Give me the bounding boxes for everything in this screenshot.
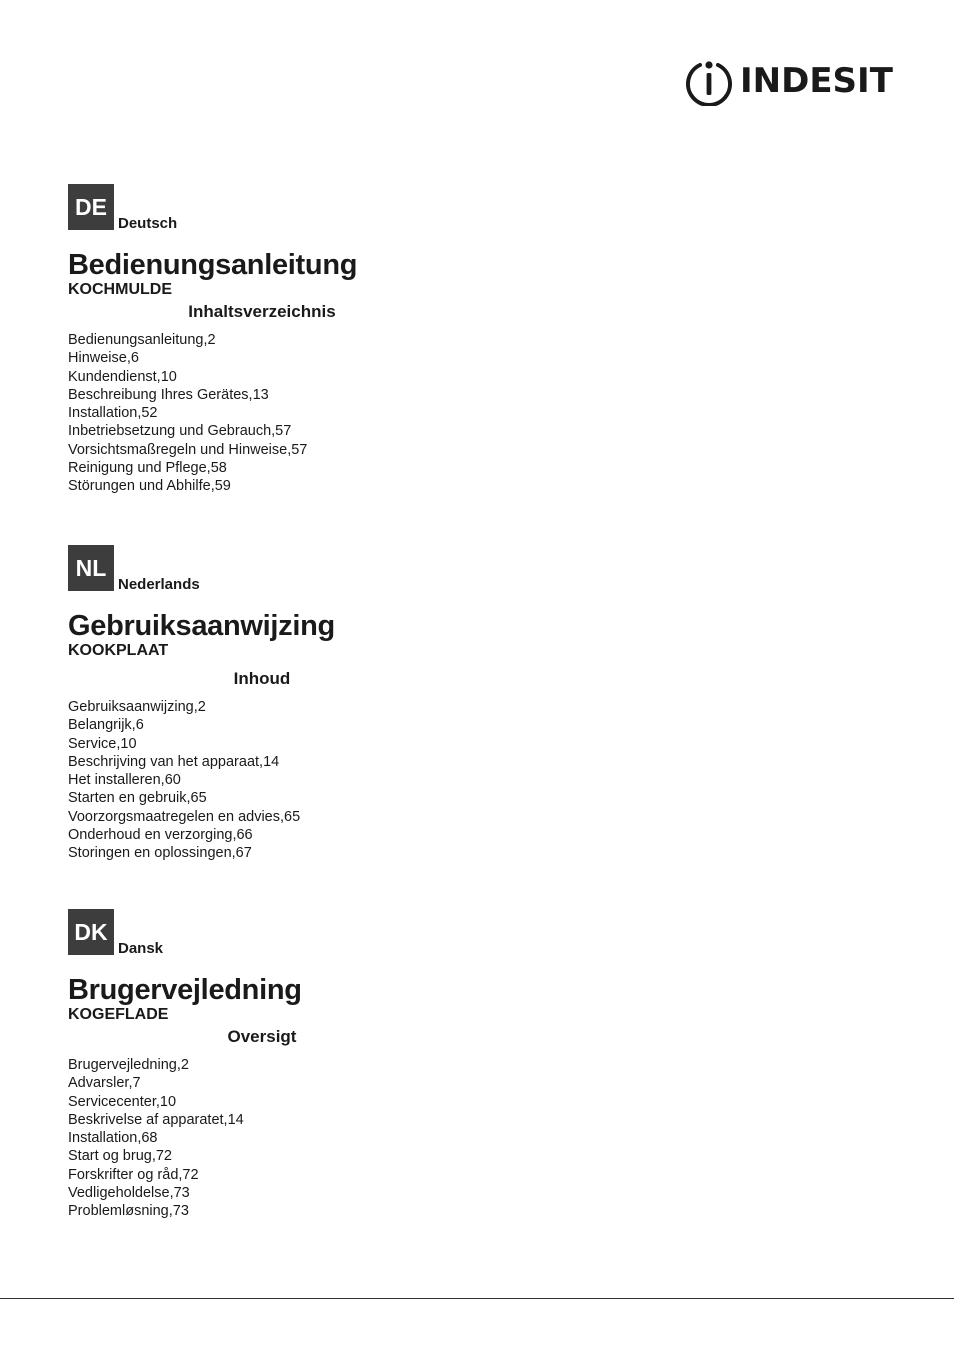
- toc-item: Kundendienst,10: [68, 368, 177, 385]
- language-code-badge: DK: [68, 909, 114, 955]
- toc-item: Start og brug,72: [68, 1148, 172, 1165]
- language-name: Dansk: [118, 940, 164, 957]
- toc-item: Problemløsning,73: [68, 1203, 189, 1220]
- language-code-badge: DE: [68, 184, 114, 230]
- toc-item: Het installeren,60: [68, 772, 181, 789]
- toc-item: Service,10: [68, 735, 137, 752]
- toc-item: Vedligeholdelse,73: [68, 1185, 190, 1202]
- toc-item: Beschrijving van het apparaat,14: [68, 753, 280, 770]
- language-name: Deutsch: [118, 215, 178, 232]
- toc-item: Inbetriebsetzung und Gebrauch,57: [68, 423, 292, 440]
- toc-item: Belangrijk,6: [68, 717, 144, 734]
- toc-item: Brugervejledning,2: [68, 1057, 189, 1073]
- toc-heading: Oversigt: [227, 1027, 297, 1046]
- toc-item: Hinweise,6: [68, 350, 139, 367]
- footer-divider: [0, 1298, 954, 1299]
- toc-item: Reinigung und Pflege,58: [68, 460, 227, 477]
- manual-title: Brugervejledning: [68, 974, 302, 1006]
- indesit-logo-icon: [684, 56, 734, 106]
- brand-logo: [684, 55, 893, 107]
- toc-heading: Inhoud: [233, 669, 291, 688]
- toc-item: Onderhoud en verzorging,66: [68, 827, 253, 844]
- toc-list: [68, 1056, 488, 1221]
- toc-heading: Inhaltsverzeichnis: [188, 302, 336, 321]
- toc-item: Voorzorgsmaatregelen en advies,65: [68, 808, 301, 825]
- section-dk: [68, 909, 488, 1221]
- manual-title: Gebruiksaanwijzing: [68, 610, 335, 642]
- toc-item: Servicecenter,10: [68, 1093, 177, 1110]
- toc-item: Storingen en oplossingen,67: [68, 845, 252, 862]
- language-code-badge: NL: [68, 545, 114, 591]
- toc-item: Gebruiksaanwijzing,2: [68, 699, 206, 715]
- toc-item: Installation,52: [68, 405, 158, 422]
- product-type: KOOKPLAAT: [68, 642, 169, 659]
- toc-item: Forskrifter og råd,72: [68, 1166, 199, 1183]
- toc-item: Advarsler,7: [68, 1075, 141, 1092]
- manual-title: Bedienungsanleitung: [68, 249, 358, 281]
- product-type: KOCHMULDE: [68, 281, 172, 298]
- toc-item: Vorsichtsmaßregeln und Hinweise,57: [68, 441, 308, 458]
- toc-item: Störungen und Abhilfe,59: [68, 478, 231, 495]
- toc-item: Bedienungsanleitung,2: [68, 332, 216, 348]
- toc-list: [68, 698, 488, 863]
- language-name: Nederlands: [118, 576, 200, 593]
- language-header: [68, 545, 488, 591]
- toc-list: [68, 331, 488, 496]
- section-nl: [68, 545, 488, 863]
- brand-wordmark: INDESIT: [740, 61, 893, 101]
- language-header: [68, 909, 488, 955]
- product-type: KOGEFLADE: [68, 1006, 169, 1023]
- language-header: [68, 184, 488, 230]
- toc-item: Starten en gebruik,65: [68, 790, 207, 807]
- toc-item: Beschreibung Ihres Gerätes,13: [68, 386, 269, 403]
- toc-item: Installation,68: [68, 1130, 158, 1147]
- toc-item: Beskrivelse af apparatet,14: [68, 1111, 244, 1128]
- section-de: [68, 184, 488, 496]
